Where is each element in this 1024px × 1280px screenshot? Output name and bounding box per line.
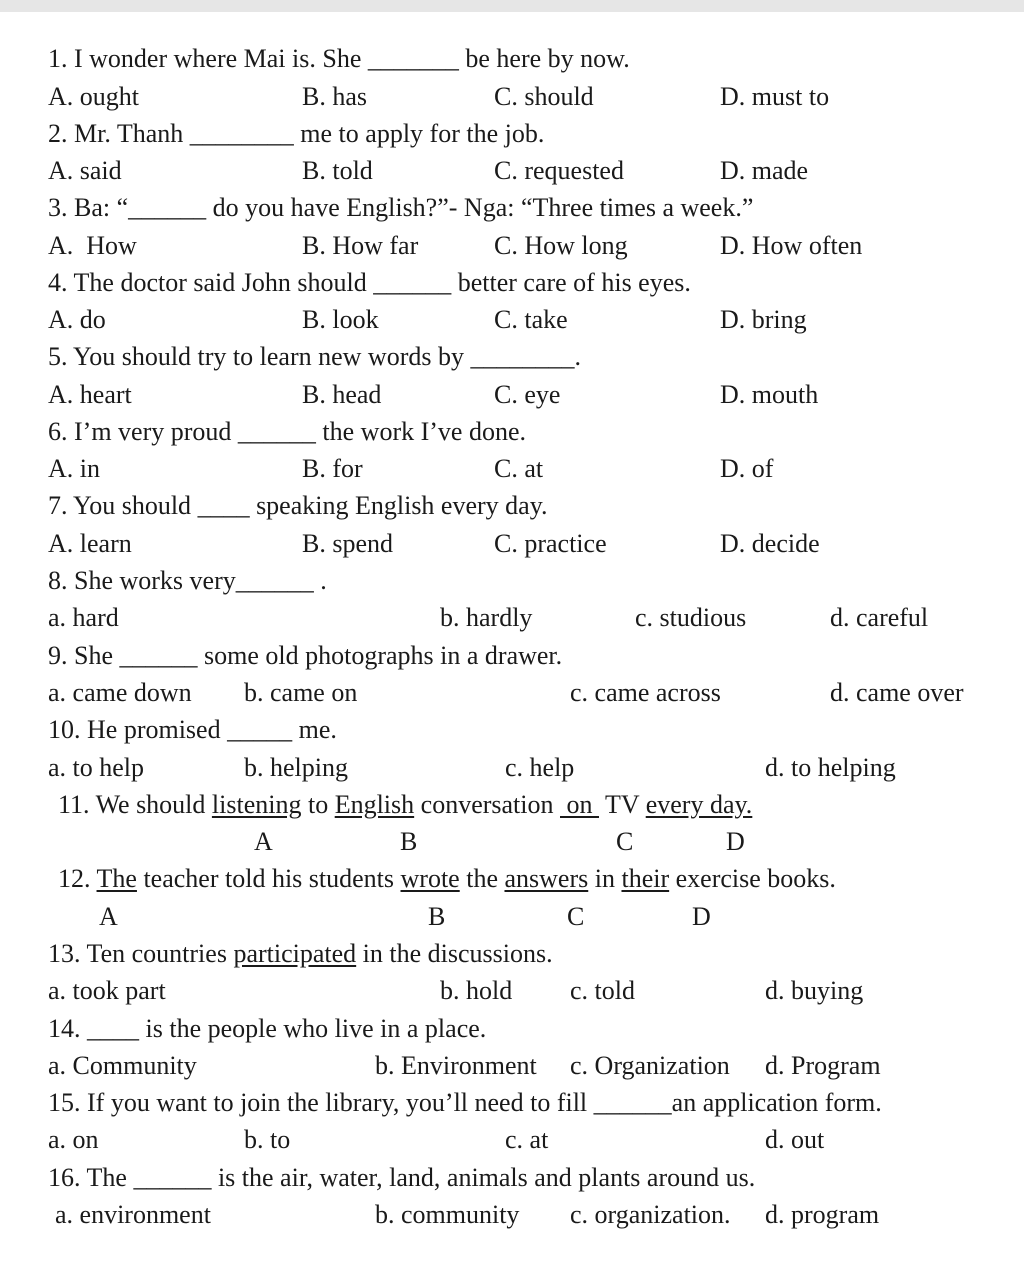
q1-option-c[interactable]: C. should [494,82,594,111]
q15-option-a[interactable]: a. on [48,1125,99,1154]
q8-option-c[interactable]: c. studious [635,603,747,632]
question-11: 11. We should listening to English conversation on TV every day. [58,790,753,819]
q3-option-a[interactable]: A. How [48,231,137,260]
q14-option-d[interactable]: d. Program [765,1051,881,1080]
q9-option-a[interactable]: a. came down [48,678,192,707]
q9-option-b[interactable]: b. came on [244,678,358,707]
q3-option-d[interactable]: D. How often [720,231,863,260]
question-4: 4. The doctor said John should ______ better care of his eyes. [48,268,691,297]
q2-option-d[interactable]: D. made [720,156,809,185]
q5-option-d[interactable]: D. mouth [720,380,819,409]
q6-option-c[interactable]: C. at [494,454,544,483]
question-5: 5. You should try to learn new words by ________. [48,342,581,371]
question-2: 2. Mr. Thanh ________ me to apply for the job. [48,119,545,148]
q16-option-b[interactable]: b. community [375,1200,520,1229]
q5-option-a[interactable]: A. heart [48,380,132,409]
q13-option-b[interactable]: b. hold [440,976,513,1005]
question-8: 8. She works very______ . [48,566,327,595]
q3-option-b[interactable]: B. How far [302,231,419,260]
question-14: 14. ____ is the people who live in a place. [48,1014,487,1043]
q2-option-c[interactable]: C. requested [494,156,624,185]
question-7: 7. You should ____ speaking English every day. [48,491,548,520]
q10-option-b[interactable]: b. helping [244,753,348,782]
q6-option-b[interactable]: B. for [302,454,363,483]
question-9: 9. She ______ some old photographs in a drawer. [48,641,563,670]
q4-option-a[interactable]: A. do [48,305,106,334]
question-3: 3. Ba: “______ do you have English?”- Nga: “Three times a week.” [48,193,754,222]
q8-option-b[interactable]: b. hardly [440,603,533,632]
q2-option-b[interactable]: B. told [302,156,373,185]
question-13: 13. Ten countries participated in the discussions. [48,939,553,968]
question-10: 10. He promised _____ me. [48,715,337,744]
q5-option-c[interactable]: C. eye [494,380,561,409]
q11-label-a[interactable]: A [254,827,273,856]
q1-option-d[interactable]: D. must to [720,82,830,111]
q15-option-d[interactable]: d. out [765,1125,825,1154]
q13-option-c[interactable]: c. told [570,976,635,1005]
q6-option-a[interactable]: A. in [48,454,100,483]
q11-label-b[interactable]: B [400,827,418,856]
q14-option-a[interactable]: a. Community [48,1051,197,1080]
q7-option-a[interactable]: A. learn [48,529,132,558]
q13-option-a[interactable]: a. took part [48,976,166,1005]
q12-label-c[interactable]: C [567,902,585,931]
q4-option-d[interactable]: D. bring [720,305,807,334]
q15-option-b[interactable]: b. to [244,1125,291,1154]
question-15: 15. If you want to join the library, you’ll need to fill ______an application form. [48,1088,882,1117]
q6-option-d[interactable]: D. of [720,454,774,483]
q11-label-c[interactable]: C [616,827,634,856]
q12-label-d[interactable]: D [692,902,711,931]
q10-option-c[interactable]: c. help [505,753,575,782]
q16-option-c[interactable]: c. organization. [570,1200,731,1229]
q15-option-c[interactable]: c. at [505,1125,549,1154]
q12-label-b[interactable]: B [428,902,446,931]
q10-option-a[interactable]: a. to help [48,753,145,782]
q1-option-a[interactable]: A. ought [48,82,139,111]
q13-option-d[interactable]: d. buying [765,976,864,1005]
q8-option-a[interactable]: a. hard [48,603,119,632]
q1-option-b[interactable]: B. has [302,82,367,111]
q7-option-c[interactable]: C. practice [494,529,607,558]
q10-option-d[interactable]: d. to helping [765,753,896,782]
q14-option-c[interactable]: c. Organization [570,1051,730,1080]
q9-option-c[interactable]: c. came across [570,678,721,707]
q4-option-c[interactable]: C. take [494,305,568,334]
q16-option-d[interactable]: d. program [765,1200,880,1229]
q3-option-c[interactable]: C. How long [494,231,628,260]
q7-option-b[interactable]: B. spend [302,529,393,558]
q16-option-a[interactable]: a. environment [55,1200,211,1229]
q5-option-b[interactable]: B. head [302,380,382,409]
q14-option-b[interactable]: b. Environment [375,1051,537,1080]
question-1: 1. I wonder where Mai is. She _______ be here by now. [48,44,630,73]
q12-label-a[interactable]: A [99,902,118,931]
question-16: 16. The ______ is the air, water, land, animals and plants around us. [48,1163,756,1192]
q11-label-d[interactable]: D [726,827,745,856]
top-bar [0,0,1024,12]
q2-option-a[interactable]: A. said [48,156,122,185]
q8-option-d[interactable]: d. careful [830,603,929,632]
q4-option-b[interactable]: B. look [302,305,379,334]
question-12: 12. The teacher told his students wrote the answers in their exercise books. [58,864,836,893]
question-6: 6. I’m very proud ______ the work I’ve done. [48,417,527,446]
q9-option-d[interactable]: d. came over [830,678,964,707]
q7-option-d[interactable]: D. decide [720,529,820,558]
